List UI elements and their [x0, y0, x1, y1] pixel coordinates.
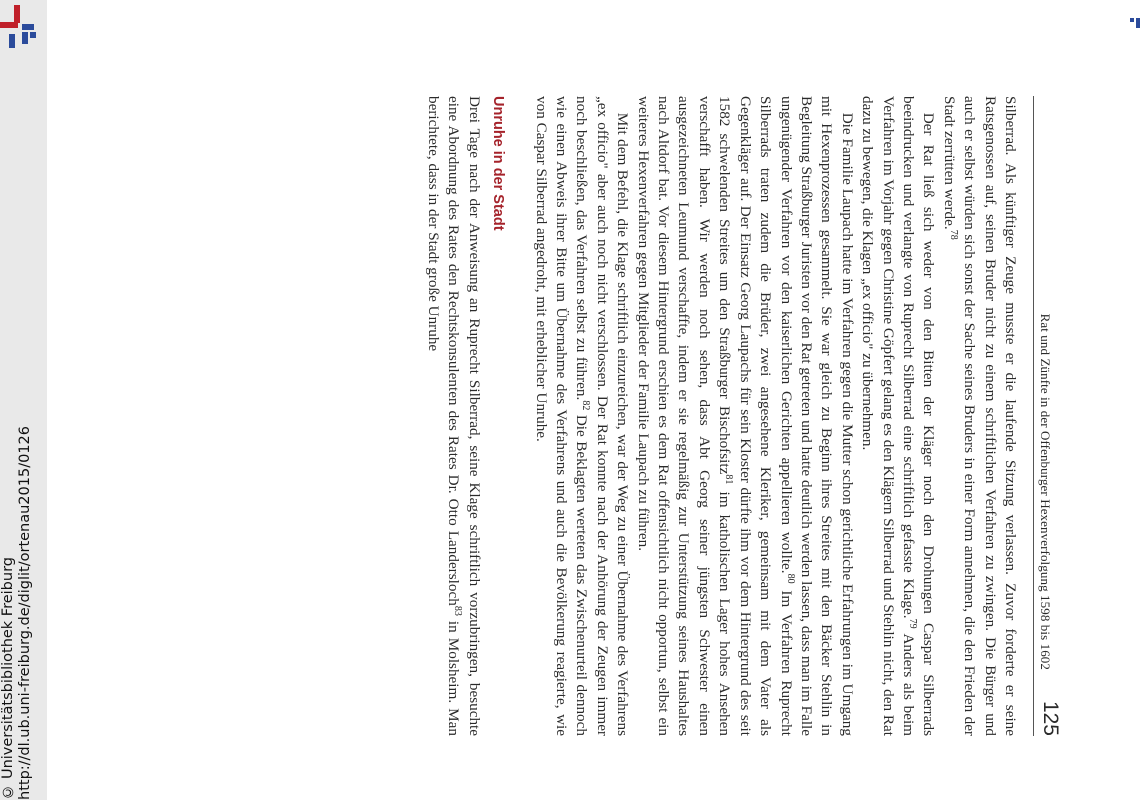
footnote-ref[interactable]: 79 [907, 618, 919, 629]
copyright-text: © Universitätsbibliothek Freiburg [0, 557, 16, 800]
footnote-ref[interactable]: 80 [784, 573, 796, 584]
page-number: 125 [1039, 700, 1062, 736]
footnote-ref[interactable]: 82 [580, 400, 592, 411]
running-header [1033, 96, 1060, 736]
running-title: Rat und Zünfte in der Offenburger Hexenverfolgung 1598 bis 1602 [1038, 313, 1053, 670]
paragraph: Der Rat ließ sich weder von den Bitten der Kläger noch den Drohungen Caspar Silberrads beeindrucken und verlangte von Ruprecht Silberrad eine schriftlich gefasste Klage.$^{79}$ Anders als beim Verfahren im Vorjahr gegen Christine Göpfert gelang es den Klägern Silberrad und Stehlin nicht, den Rat dazu zu bewegen, die Klagen „ex officio" zu übernehmen. [859, 96, 938, 736]
footnote-ref[interactable]: 83 [452, 605, 464, 616]
section-heading: Unruhe in der Stadt [490, 96, 507, 231]
body-text [423, 96, 1020, 736]
paragraph: Drei Tage nach der Anweisung an Ruprecht Silberrad, seine Klage schriftlich vorzubringen, besuchte eine Abordnung des Rates den Rechtskonsulenten des Rates Dr. Otto Landersloch$^{83}$ in Molsheim. Man berichtete, dass in der Stadt große Unruhe [425, 96, 483, 737]
paragraph: Mit dem Befehl, die Klage schriftlich einzureichen, war der Weg zu einer Übernahme des Verfahrens „ex officio" aber auch noch nicht verschlossen. Der Rat konnte nach der Anhörung der Zeugen immer noch beschließen, das Verfahren selbst zu führen.$^{82}$ Die Beklagten werteten das Zwischenurteil dennoch wie einen Abweis ihrer Bitte um Übernahme des Verfahrens und auch die Bevölkerung reagierte, wie von Caspar Silberrad angedroht, mit erheblicher Unruhe. [532, 96, 632, 736]
paragraph: Silberrad. Als künftiger Zeuge musste er die laufende Sitzung verlassen. Zuvor forderte er seine Ratsgenossen auf, seinen Bruder nicht zu einem schriftlichen Verfahren zu zwingen. Die Bürger und auch er selbst würden sich sonst der Sache seines Bruders in einer Form annehmen, die den Frieden der Stadt zerrütten werde.$^{78}$ [940, 96, 1019, 736]
paragraph: Die Familie Laupach hatte im Verfahren gegen die Mutter schon gerichtliche Erfahrungen im Umgang mit Hexenprozessen gesammelt. Sie war gleich zu Beginn ihres Streites mit den Bäcker Stehlin in Begleitung Straßburger Juristen vor den Rat getreten und hatte deutlich werden lassen, dass man im Falle ungenügender Verfahren vor den kaiserlichen Gerichten appellieren wollte.$^{80}$ Im Verfahren Ruprecht Silberrads traten zudem die Brüder, zwei angesehene Kleriker, gemeinsam mit dem Vater als Gegenkläger auf. Der Einsatz Georg Laupachs für sein Kloster dürfte ihm vor dem Hintergrund des seit 1582 schwelenden Streites um den Straßburger Bischofsitz$^{81}$ im katholischen Lager hohes Ansehen verschafft haben. Wir werden noch sehen, dass Abt Georg seiner jüngsten Schwester einen ausgezeichneten Leumund verschaffte, indem er sie regelmäßig zur Unterstützung seines Haushaltes nach Altdorf bat. Vor diesem Hintergrund erschien es dem Rat offensichtlich nicht opportun, selbst ein weiteres Hexenverfahren gegen Mitglieder der Familie Laupach zu führen. [634, 96, 856, 736]
document-page [60, 96, 1060, 736]
footnote-ref[interactable]: 81 [723, 474, 735, 485]
document-url-link[interactable]: http://dl.ub.uni-freiburg.de/diglit/ortenau2015/0126 [17, 426, 33, 800]
viewer-sidebar [0, 0, 47, 800]
footnote-ref[interactable]: 78 [947, 229, 959, 240]
corner-logo-icon [1130, 18, 1142, 28]
